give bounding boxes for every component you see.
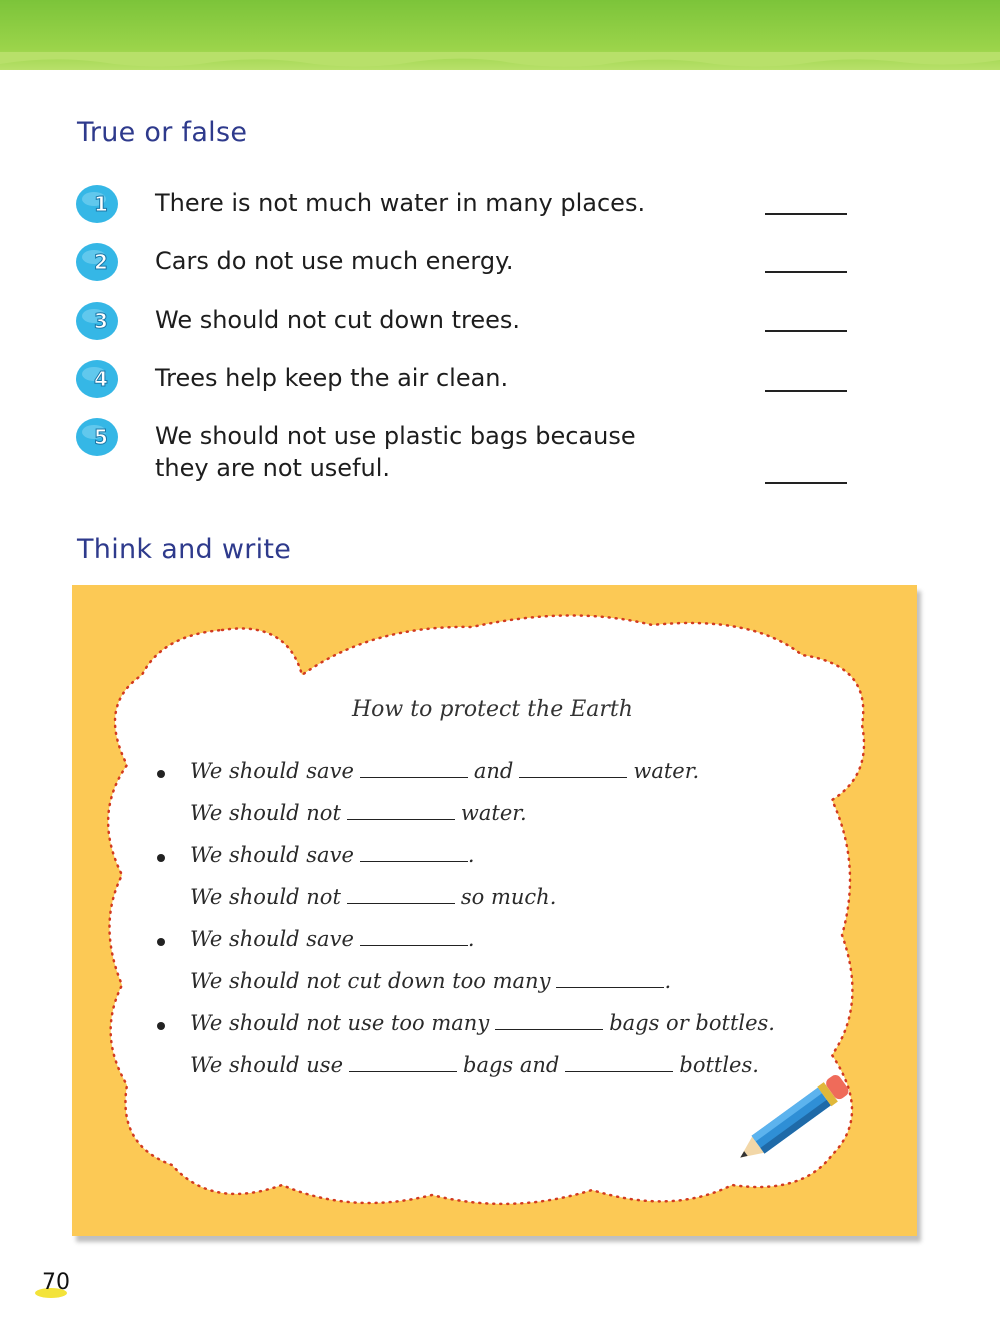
sentence-text: We should not [190, 885, 341, 909]
fill-blank[interactable] [556, 965, 664, 988]
question-text-line: We should not use plastic bags because [155, 422, 636, 450]
number-badge-icon [75, 242, 119, 282]
sentence-text: water. [633, 759, 700, 783]
sentence-text: bottles. [679, 1053, 759, 1077]
answer-blank[interactable] [765, 390, 847, 392]
sentence-text: We should use [190, 1053, 344, 1077]
question-text [155, 420, 715, 484]
fill-blank[interactable] [349, 1049, 457, 1072]
fill-blank[interactable] [360, 755, 468, 778]
question-text: Cars do not use much energy. [155, 247, 514, 275]
sentence-text: We should save [190, 759, 354, 783]
sentence-line [190, 797, 527, 827]
sentence-line [190, 1049, 759, 1079]
sentence-text: and [473, 759, 514, 783]
sentence-text: We should not [190, 801, 341, 825]
fill-blank[interactable] [519, 755, 627, 778]
question-text: We should not cut down trees. [155, 306, 521, 334]
fill-blank[interactable] [347, 881, 455, 904]
sentence-text: bags or bottles. [609, 1011, 775, 1035]
sentence-text: We should not cut down too many [190, 969, 551, 993]
section-title-true-or-false: True or false [77, 117, 248, 148]
sentence-text: . [664, 969, 672, 993]
badge-number: 3 [94, 309, 108, 333]
bullet [157, 854, 165, 862]
sentence-text: water. [460, 801, 527, 825]
sentence-line [190, 839, 475, 869]
answer-blank[interactable] [765, 213, 847, 215]
sentence-line [190, 965, 671, 995]
card-title: How to protect the Earth [352, 697, 633, 722]
torn-edge [0, 52, 1000, 82]
bullet [157, 1022, 165, 1030]
question-text: Trees help keep the air clean. [155, 364, 509, 392]
fill-blank[interactable] [347, 797, 455, 820]
sentence-text: bags and [463, 1053, 560, 1077]
badge-number: 5 [94, 425, 108, 449]
sentence-text: . [467, 843, 475, 867]
answer-blank[interactable] [765, 330, 847, 332]
fill-blank[interactable] [360, 923, 468, 946]
question-text-line: they are not useful. [155, 454, 391, 482]
badge-number: 1 [94, 192, 108, 216]
number-badge-icon [75, 417, 119, 457]
sentence-text: We should save [190, 843, 354, 867]
fill-blank[interactable] [360, 839, 468, 862]
answer-blank[interactable] [765, 271, 847, 273]
question-text: There is not much water in many places. [155, 189, 646, 217]
sentence-text: We should save [190, 927, 354, 951]
pencil-icon [722, 1068, 862, 1173]
number-badge-icon [75, 184, 119, 224]
sentence-text: . [467, 927, 475, 951]
page-number: 70 [42, 1270, 70, 1295]
sentence-line [190, 881, 556, 911]
fill-blank[interactable] [495, 1007, 603, 1030]
fill-blank[interactable] [565, 1049, 673, 1072]
number-badge-icon [75, 301, 119, 341]
badge-number: 4 [94, 367, 108, 391]
number-badge-icon [75, 359, 119, 399]
bullet [157, 770, 165, 778]
section-title-think-and-write: Think and write [77, 534, 292, 565]
badge-number: 2 [94, 250, 108, 274]
sentence-text: so much. [460, 885, 557, 909]
sentence-line [190, 755, 699, 785]
answer-blank[interactable] [765, 482, 847, 484]
bullet [157, 938, 165, 946]
sentence-line [190, 923, 475, 953]
sentence-text: We should not use too many [190, 1011, 490, 1035]
sentence-line [190, 1007, 775, 1037]
